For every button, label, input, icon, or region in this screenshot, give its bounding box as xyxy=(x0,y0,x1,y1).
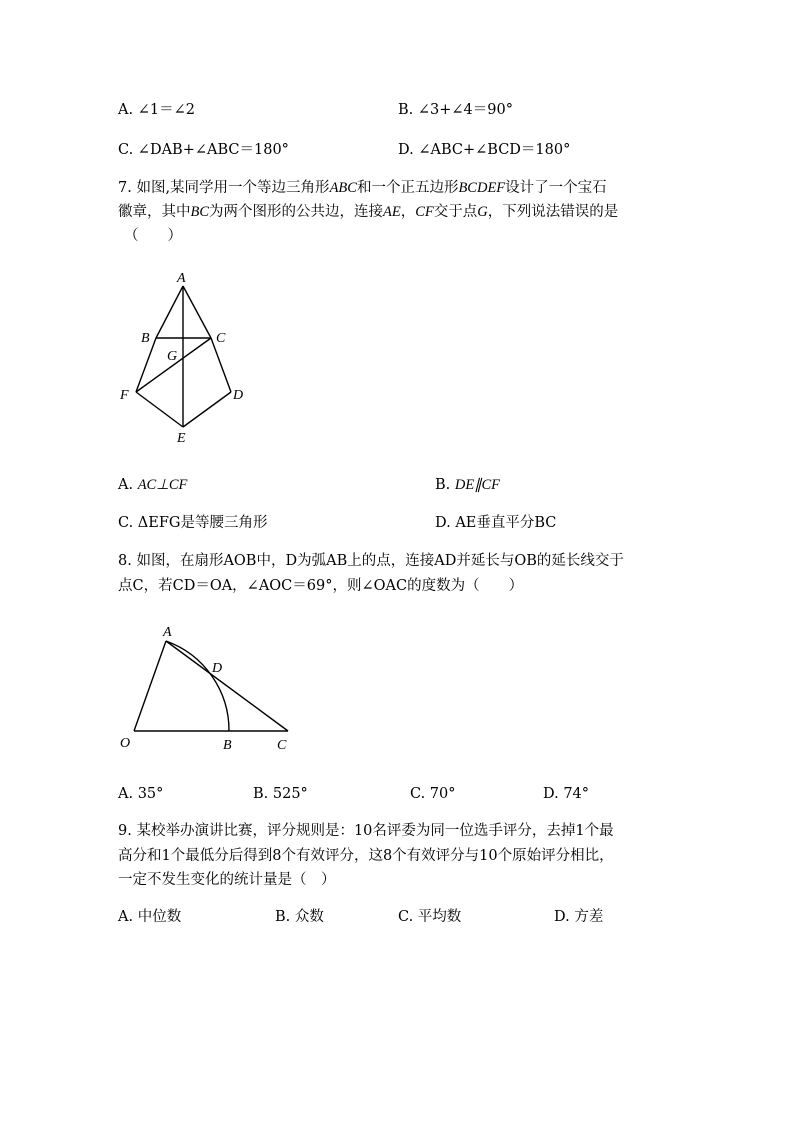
label-c: C xyxy=(277,738,287,753)
edge-fe xyxy=(136,392,183,427)
q8-option-d: D. 74° xyxy=(543,786,590,802)
q9-option-b: B. 众数 xyxy=(275,909,324,925)
q6-option-b: B. ∠3+∠4＝90° xyxy=(398,102,513,118)
q7-answer-blank: （ ） xyxy=(124,228,182,244)
q7-stem-line1: 7. 如图,某同学用一个等边三角形ABC和一个正五边形BCDEF设计了一个宝石 xyxy=(118,180,607,196)
label-o: O xyxy=(120,736,131,751)
label-e: E xyxy=(177,431,186,446)
q7-option-c: C. ΔEFG是等腰三角形 xyxy=(118,515,268,531)
label-d: D xyxy=(233,388,244,403)
q7-stem-line2: 徽章，其中BC为两个图形的公共边，连接AE，CF交于点G，下列说法错误的是 xyxy=(118,204,619,220)
q8-option-b: B. 525° xyxy=(253,786,308,802)
label-b: B xyxy=(223,738,232,753)
q7-figure xyxy=(110,265,260,450)
q9-stem-line1: 9. 某校举办演讲比赛，评分规则是：10名评委为同一位选手评分，去掉1个最 xyxy=(118,823,614,839)
edge-ed xyxy=(183,392,231,427)
q8-stem-line1: 8. 如图，在扇形AOB中，D为弧AB上的点，连接AD并延长与OB的延长线交于 xyxy=(118,553,624,569)
q7-option-d: D. AE垂直平分BC xyxy=(435,515,557,531)
label-f: F xyxy=(120,388,129,403)
q8-option-a: A. 35° xyxy=(118,786,164,802)
label-b: B xyxy=(141,331,150,346)
edge-ab xyxy=(156,286,183,338)
radius-oa xyxy=(134,641,166,731)
q7-option-b: B. DE∥CF xyxy=(435,477,500,493)
q9-option-a: A. 中位数 xyxy=(118,909,182,925)
q6-option-a: A. ∠1＝∠2 xyxy=(118,102,195,118)
q6-option-d: D. ∠ABC+∠BCD＝180° xyxy=(398,142,571,158)
label-g: G xyxy=(167,349,178,364)
arc-ab xyxy=(166,641,229,731)
q8-option-c: C. 70° xyxy=(410,786,456,802)
label-a: A xyxy=(163,625,172,640)
q9-stem-line3: 一定不发生变化的统计量是（ ） xyxy=(118,872,336,888)
q6-option-c: C. ∠DAB+∠ABC＝180° xyxy=(118,142,289,158)
edge-ac xyxy=(183,286,211,338)
q9-option-c: C. 平均数 xyxy=(398,909,462,925)
segment-cf xyxy=(136,338,211,392)
label-a: A xyxy=(177,271,186,286)
q9-option-d: D. 方差 xyxy=(554,909,604,925)
edge-dc xyxy=(211,338,231,392)
q8-stem-line2: 点C，若CD＝OA，∠AOC＝69°，则∠OAC的度数为（ ） xyxy=(118,578,524,594)
label-c: C xyxy=(216,331,226,346)
label-d: D xyxy=(212,661,223,676)
edge-bf xyxy=(136,338,156,392)
q8-figure xyxy=(110,620,310,755)
line-ac xyxy=(166,641,288,731)
q7-option-a: A. AC⊥CF xyxy=(118,477,188,493)
q9-stem-line2: 高分和1个最低分后得到8个有效评分，这8个有效评分与10个原始评分相比， xyxy=(118,848,614,864)
